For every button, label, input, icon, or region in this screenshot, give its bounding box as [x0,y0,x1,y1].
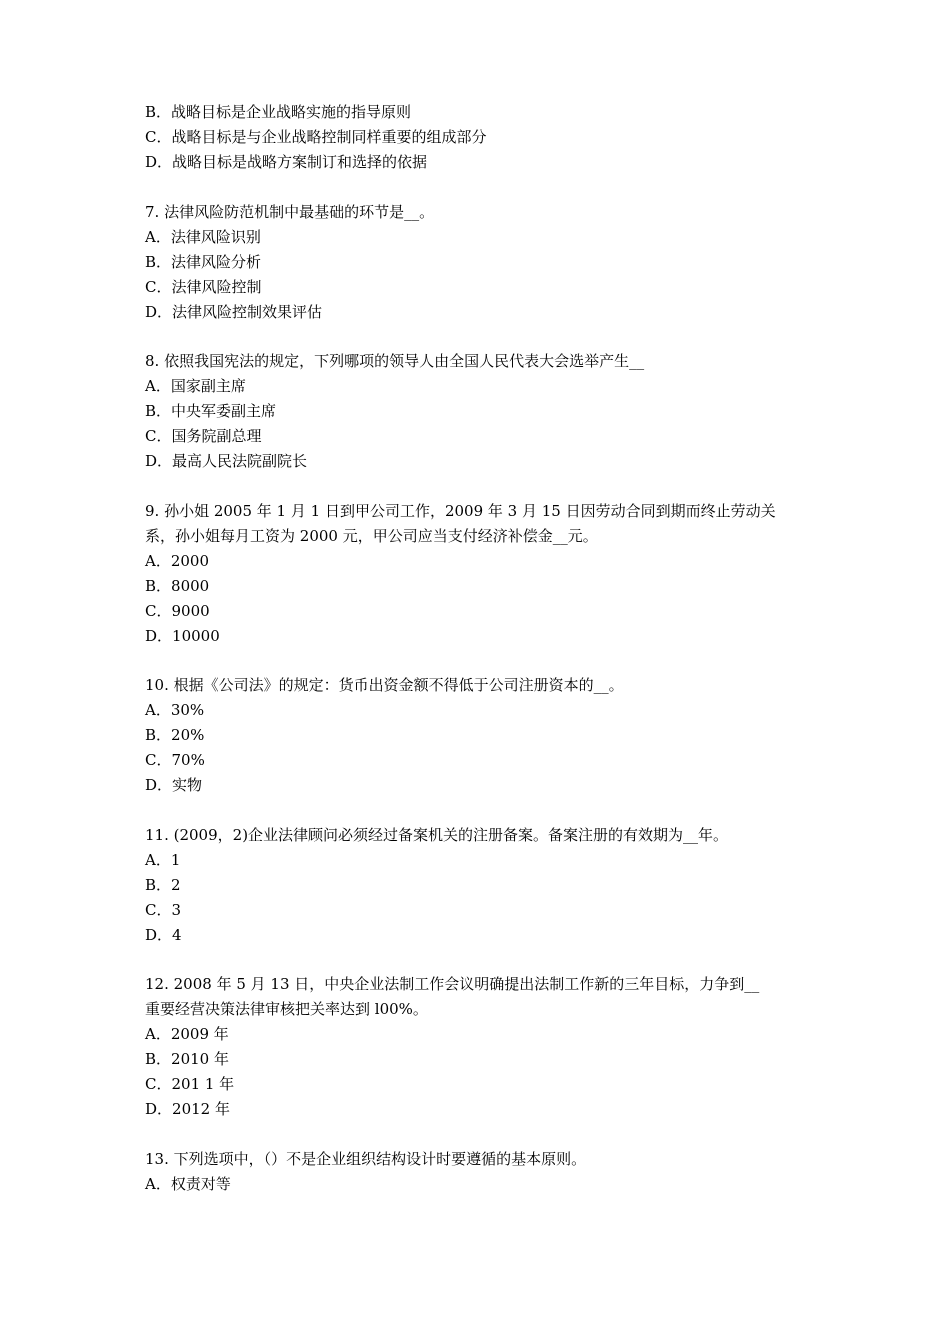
option-c: C．3 [145,901,182,919]
option-b: B．中央军委副主席 [145,402,277,420]
option-b: B．8000 [145,577,210,595]
question-stem: 11. (2009，2)企业法律顾问必须经过备案机关的注册备案。备案注册的有效期为__年。 [145,826,729,844]
option-d: D．实物 [145,776,203,794]
question-8 [145,349,815,474]
question-stem: 13. 下列选项中，（）不是企业组织结构设计时要遵循的基本原则。 [145,1150,587,1168]
option-c: C．70% [145,751,205,769]
option-d: D．法律风险控制效果评估 [145,303,323,321]
option-c: C．法律风险控制 [145,278,262,296]
option-a: A．权责对等 [145,1175,231,1193]
option-c: C．战略目标是与企业战略控制同样重要的组成部分 [145,128,487,146]
option-d: D．4 [145,926,182,944]
option-d: D．战略目标是战略方案制订和选择的依据 [145,153,428,171]
option-b: B．2 [145,876,181,894]
question-11 [145,823,815,948]
question-9 [145,499,815,649]
option-a: A．2000 [145,552,210,570]
option-b: B．2010 年 [145,1050,229,1068]
option-d: D．10000 [145,627,220,645]
question-12 [145,972,815,1122]
option-b: B．法律风险分析 [145,253,262,271]
option-d: D．2012 年 [145,1100,230,1118]
option-c: C．201 1 年 [145,1075,235,1093]
question-stem-line-1: 9. 孙小姐 2005 年 1 月 1 日到甲公司工作，2009 年 3 月 15 日因劳动合同到期而终止劳动关 [145,502,776,520]
option-a: A．法律风险识别 [145,228,261,246]
option-c: C．国务院副总理 [145,427,262,445]
option-a: A．国家副主席 [145,377,246,395]
question-stem-line-2: 系，孙小姐每月工资为 2000 元，甲公司应当支付经济补偿金__元。 [145,527,598,545]
question-stem-line-2: 重要经营决策法律审核把关率达到 l00%。 [145,1000,428,1018]
question-13 [145,1147,815,1197]
option-a: A．30% [145,701,205,719]
option-b: B．20% [145,726,205,744]
option-c: C．9000 [145,602,210,620]
question-stem: 8. 依照我国宪法的规定，下列哪项的领导人由全国人民代表大会选举产生__ [145,352,645,370]
lead-options [145,100,815,175]
option-a: A．1 [145,851,181,869]
option-a: A．2009 年 [145,1025,229,1043]
question-stem: 7. 法律风险防范机制中最基础的环节是__。 [145,203,435,221]
question-7 [145,200,815,325]
question-stem: 10. 根据《公司法》的规定：货币出资金额不得低于公司注册资本的__。 [145,676,624,694]
option-b: B．战略目标是企业战略实施的指导原则 [145,103,412,121]
option-d: D．最高人民法院副院长 [145,452,308,470]
question-stem-line-1: 12. 2008 年 5 月 13 日，中央企业法制工作会议明确提出法制工作新的三年目标，力争到__ [145,975,760,993]
question-10 [145,673,815,798]
